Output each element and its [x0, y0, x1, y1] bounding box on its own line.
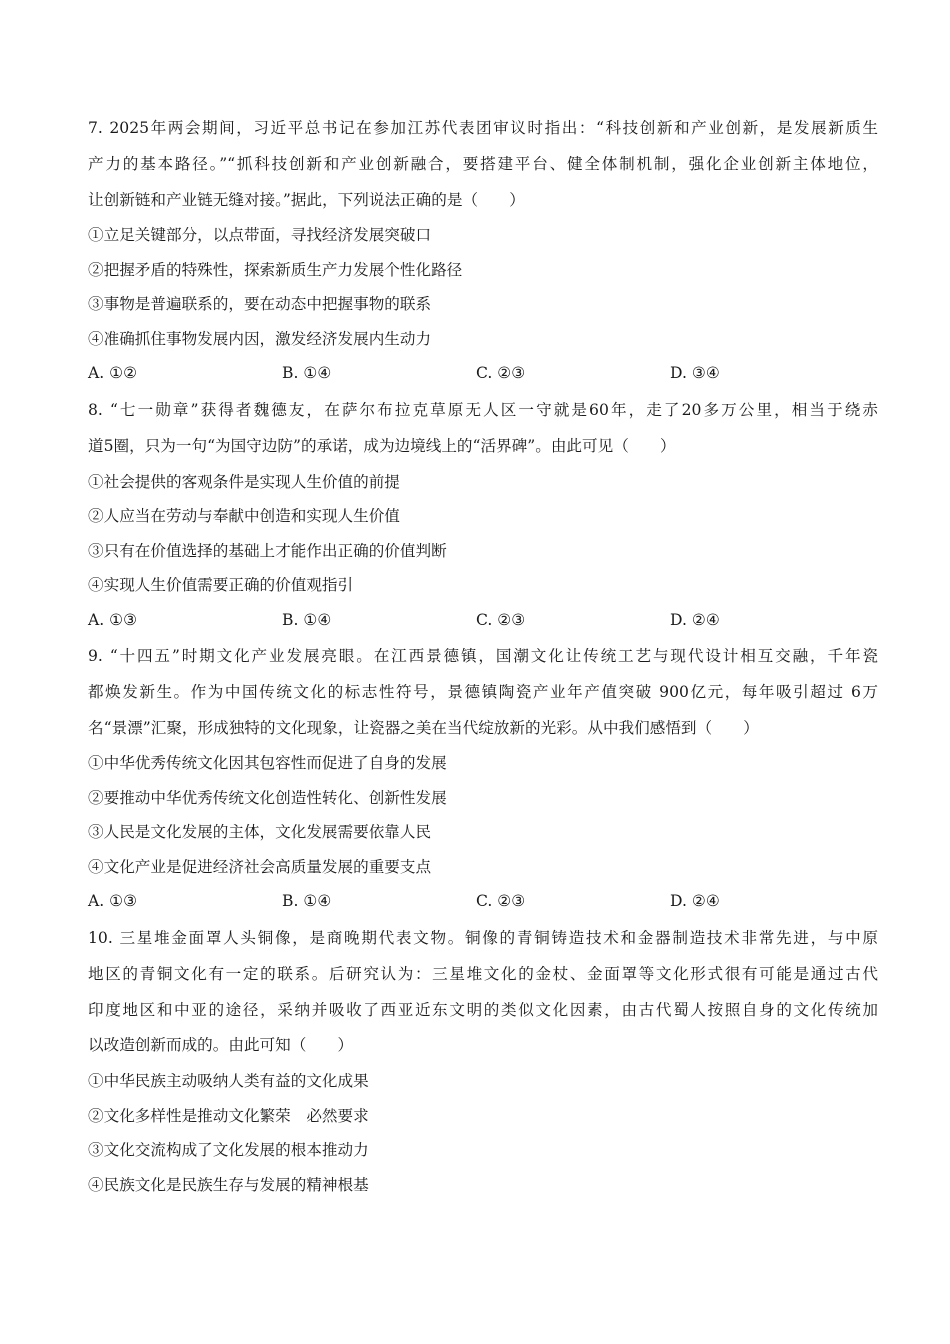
choice-d[interactable]: D. ②④	[670, 892, 720, 911]
choice-a[interactable]: A. ①②	[88, 364, 138, 383]
question-10	[88, 921, 878, 1202]
question-7	[88, 111, 878, 391]
statement-1: ①社会提供的客观条件是实现人生价值的前提	[88, 472, 400, 491]
question-stem-line: 都焕发新生。作为中国传统文化的标志性符号，景德镇陶瓷产业年产值突破 900亿元，每年吸引超过 6万	[88, 682, 878, 701]
question-stem-line: 印度地区和中亚的途径，采纳并吸收了西亚近东文明的类似文化因素，由古代蜀人按照自身的文化传统加	[88, 1000, 878, 1019]
choice-b[interactable]: B. ①④	[282, 892, 332, 911]
question-9	[88, 639, 878, 919]
question-stem-line: 产力的基本路径。”“抓科技创新和产业创新融合，要搭建平台、健全体制机制，强化企业创新主体地位，	[88, 154, 878, 173]
question-stem-line: 9. “十四五”时期文化产业发展亮眼。在江西景德镇，国潮文化让传统工艺与现代设计相互交融，千年瓷	[88, 647, 878, 665]
statement-1: ①立足关键部分，以点带面，寻找经济发展突破口	[88, 226, 432, 245]
question-stem-line: 地区的青铜文化有一定的联系。后研究认为：三星堆文化的金杖、金面罩等文化形式很有可能是通过古代	[88, 964, 878, 983]
choice-d[interactable]: D. ③④	[670, 364, 720, 383]
statement-2: ②文化多样性是推动文化繁荣 必然要求	[88, 1106, 369, 1125]
answer-choices	[88, 884, 878, 919]
choice-c[interactable]: C. ②③	[476, 364, 526, 383]
statement-4: ④实现人生价值需要正确的价值观指引	[88, 576, 354, 595]
statement-3: ③人民是文化发展的主体，文化发展需要依靠人民	[88, 823, 432, 842]
statement-4: ④准确抓住事物发展内因，激发经济发展内生动力	[88, 329, 432, 348]
statement-2: ②把握矛盾的特殊性，探索新质生产力发展个性化路径	[88, 260, 463, 279]
choice-c[interactable]: C. ②③	[476, 892, 526, 911]
question-stem-line: 道5圈，只为一句“为国守边防”的承诺，成为边境线上的“活界碑”。由此可见（ ）	[88, 436, 676, 455]
question-stem-line: 以改造创新而成的。由此可知（ ）	[88, 1036, 354, 1055]
statement-3: ③文化交流构成了文化发展的根本推动力	[88, 1141, 369, 1160]
statement-1: ①中华优秀传统文化因其包容性而促进了自身的发展	[88, 754, 447, 773]
statement-4: ④文化产业是促进经济社会高质量发展的重要支点	[88, 857, 432, 876]
choice-c[interactable]: C. ②③	[476, 610, 526, 629]
choice-a[interactable]: A. ①③	[88, 892, 138, 911]
choice-b[interactable]: B. ①④	[282, 364, 332, 383]
choice-b[interactable]: B. ①④	[282, 610, 332, 629]
statement-4: ④民族文化是民族生存与发展的精神根基	[88, 1175, 369, 1194]
question-stem-line: 名“景漂”汇聚，形成独特的文化现象，让瓷器之美在当代绽放新的光彩。从中我们感悟到（ ）	[88, 718, 759, 737]
question-stem-line: 8. “七一勋章”获得者魏德友，在萨尔布拉克草原无人区一守就是60年，走了20多万公里，相当于绕赤	[88, 401, 878, 419]
statement-3: ③事物是普遍联系的，要在动态中把握事物的联系	[88, 295, 432, 314]
question-stem-line: 让创新链和产业链无缝对接。”据此，下列说法正确的是（ ）	[88, 190, 525, 209]
statement-3: ③只有在价值选择的基础上才能作出正确的价值判断	[88, 541, 447, 560]
question-stem-line: 7. 2025年两会期间，习近平总书记在参加江苏代表团审议时指出：“科技创新和产业创新，是发展新质生	[88, 119, 878, 137]
question-8	[88, 393, 878, 637]
question-stem-line: 10. 三星堆金面罩人头铜像，是商晚期代表文物。铜像的青铜铸造技术和金器制造技术非常先进，与中原	[88, 929, 878, 947]
choice-a[interactable]: A. ①③	[88, 610, 138, 629]
answer-choices	[88, 356, 878, 391]
choice-d[interactable]: D. ②④	[670, 610, 720, 629]
statement-2: ②要推动中华优秀传统文化创造性转化、创新性发展	[88, 788, 447, 807]
statement-1: ①中华民族主动吸纳人类有益的文化成果	[88, 1072, 369, 1091]
statement-2: ②人应当在劳动与奉献中创造和实现人生价值	[88, 507, 400, 526]
answer-choices	[88, 603, 878, 638]
